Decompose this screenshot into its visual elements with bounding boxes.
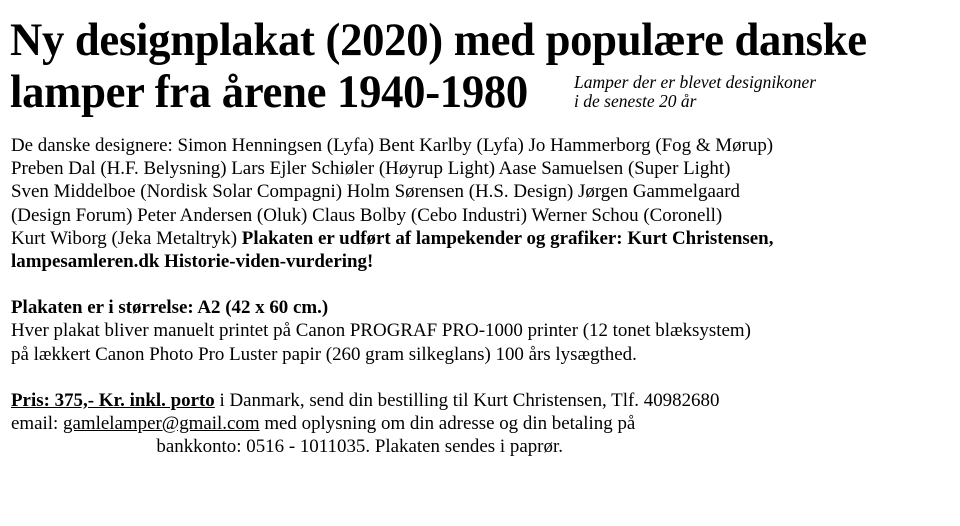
- credit-website: lampesamleren.dk Historie-viden-vurdering!: [11, 251, 374, 273]
- subtitle-line-2: i de seneste 20 år: [574, 91, 697, 111]
- print-info-line-2: på lækkert Canon Photo Pro Luster papir (260 gram silkeglans) 100 års lysægthed.: [11, 343, 637, 365]
- designers-line-5: [11, 227, 952, 250]
- price-line: [11, 389, 952, 412]
- price-label: Pris: 375,- Kr. inkl. porto: [11, 389, 215, 411]
- body-text: [11, 134, 956, 458]
- email-line: [11, 412, 952, 435]
- designers-line-4: (Design Forum) Peter Andersen (Oluk) Claus Bolby (Cebo Industri) Werner Schou (Coronell): [11, 204, 723, 226]
- credit-text: Plakaten er udført af lampekender og grafiker: Kurt Christensen,: [241, 227, 774, 249]
- print-info-line-1: Hver plakat bliver manuelt printet på Canon PROGRAF PRO-1000 printer (12 tonet blæksystem): [11, 320, 751, 342]
- email-prefix: email:: [11, 413, 64, 435]
- designer-wiborg: Kurt Wiborg (Jeka Metaltryk): [11, 227, 242, 249]
- headline-line-1: Ny designplakat (2020) med populære danske: [10, 14, 867, 66]
- bank-line: bankkonto: 0516 - 1011035. Plakaten sendes i paprør.: [156, 436, 563, 458]
- designers-line-1: De danske designere: Simon Henningsen (Lyfa) Bent Karlby (Lyfa) Jo Hammerborg (Fog & Mørup): [11, 135, 774, 156]
- headline-line-2: lamper fra årene 1940-1980: [10, 66, 528, 118]
- spacer: [11, 273, 956, 296]
- subtitle-line-1: Lamper der er blevet designikoner: [574, 72, 817, 92]
- subtitle: [574, 73, 816, 111]
- size-heading: Plakaten er i størrelse: A2 (42 x 60 cm.): [11, 297, 329, 319]
- designers-line-3: Sven Middelboe (Nordisk Solar Compagni) Holm Sørensen (H.S. Design) Jørgen Gammelgaard: [11, 181, 741, 203]
- email-suffix: med oplysning om din adresse og din betaling på: [259, 413, 636, 435]
- email-link[interactable]: gamlelamper@gmail.com: [63, 413, 260, 435]
- order-info: i Danmark, send din bestilling til Kurt Christensen, Tlf. 40982680: [214, 389, 720, 411]
- designers-line-2: Preben Dal (H.F. Belysning) Lars Ejler Schiøler (Høyrup Light) Aase Samuelsen (Super Light): [11, 158, 731, 180]
- spacer: [11, 366, 956, 389]
